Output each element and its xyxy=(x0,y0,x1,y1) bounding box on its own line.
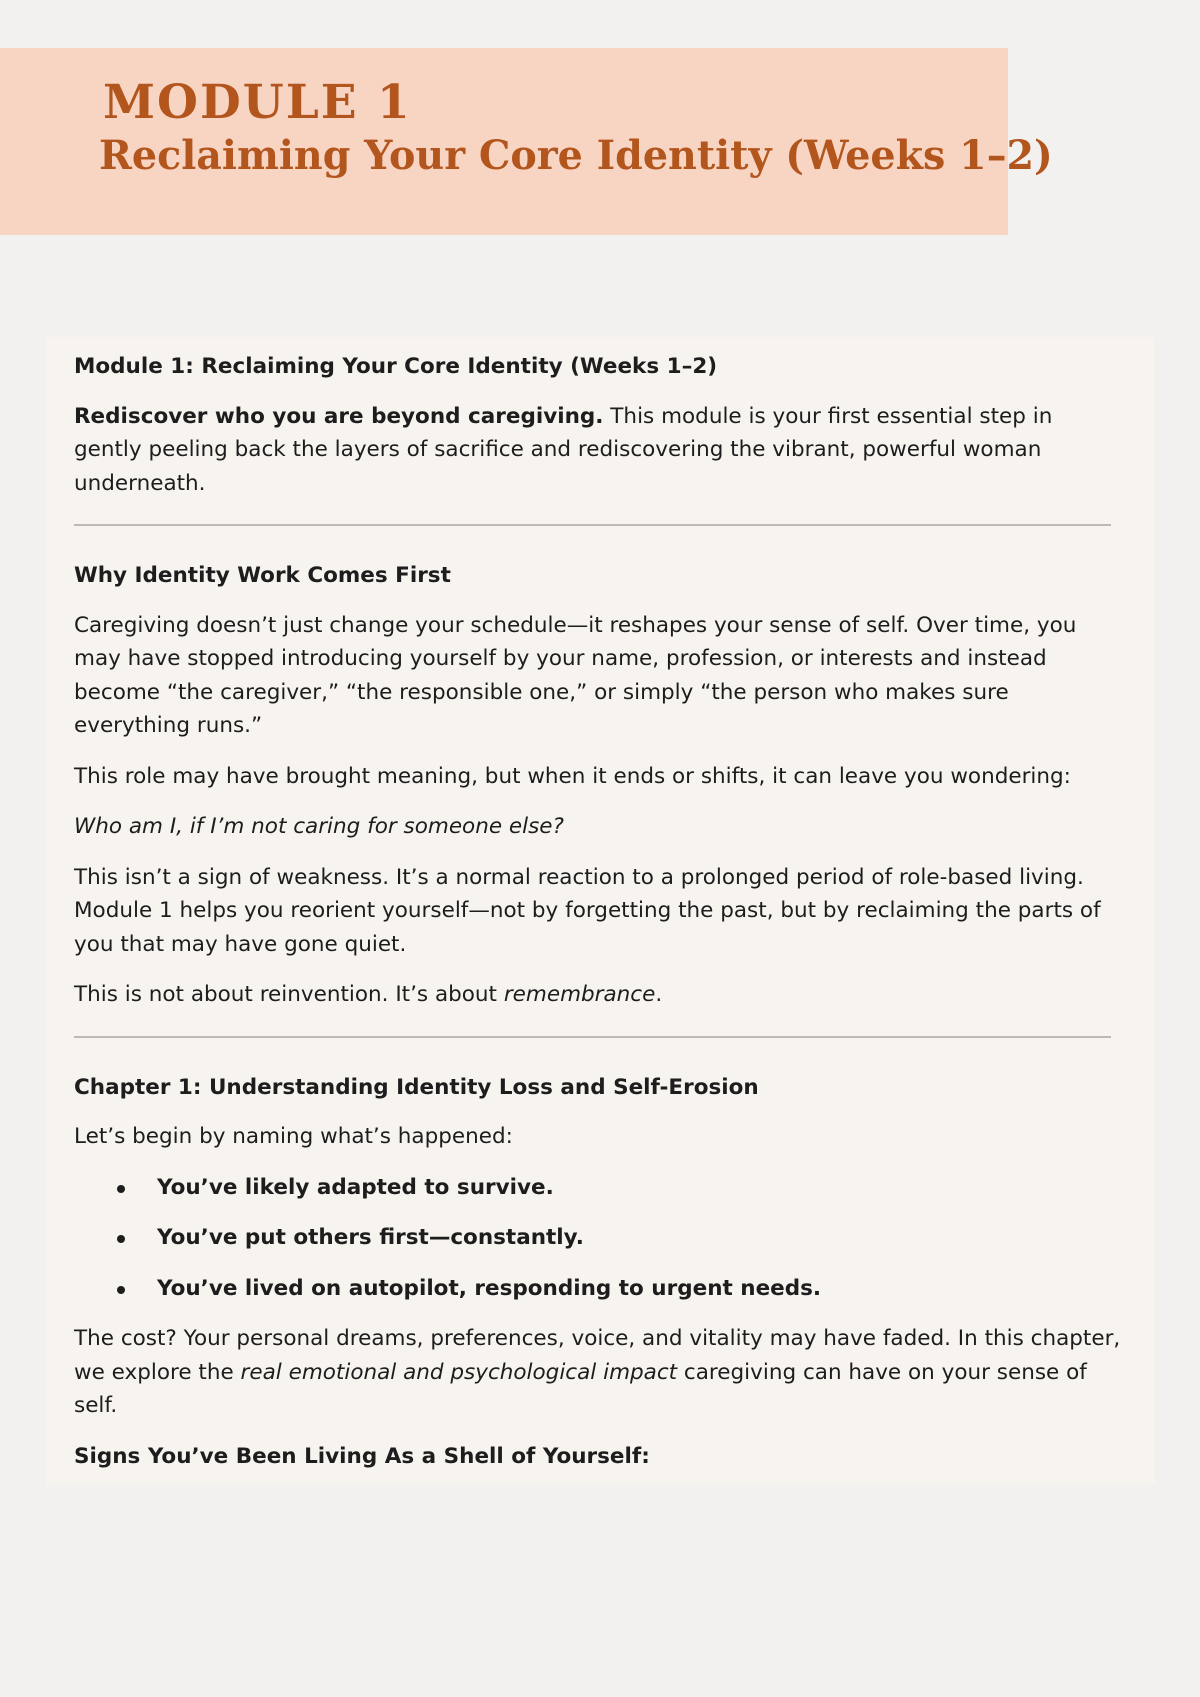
document-body xyxy=(74,350,1124,1489)
chapter-1-cost-paragraph xyxy=(74,1322,1124,1423)
why-heading: Why Identity Work Comes First xyxy=(74,563,451,588)
cost-start: The cost? Your personal dreams, preferences, voice, and vitality may have faded. In this chapter, we explore the xyxy=(74,1326,1121,1385)
list-item xyxy=(74,1272,1124,1306)
why-paragraph-4-emphasis: remembrance xyxy=(503,982,656,1007)
bullet-icon xyxy=(117,1235,125,1243)
why-paragraph-3: This isn’t a sign of weakness. It’s a normal reaction to a prolonged period of role-based living. Module 1 helps you reorient yourself—not by forgetting the past, but by reclaiming the parts of you that may have gone quiet. xyxy=(74,864,1101,957)
why-paragraph-4-end: . xyxy=(655,982,663,1007)
module-label: MODULE 1 xyxy=(103,75,412,130)
bullet-icon xyxy=(117,1286,125,1294)
intro-paragraph xyxy=(74,400,1124,501)
list-item xyxy=(74,1221,1124,1255)
section-divider xyxy=(74,1036,1111,1038)
list-item-text: You’ve likely adapted to survive. xyxy=(157,1174,554,1200)
why-question-text: Who am I, if I’m not caring for someone else? xyxy=(74,814,564,839)
why-paragraph-4-start: This is not about reinvention. It’s about xyxy=(74,982,504,1007)
cost-end: caregiving can have on your sense of self. xyxy=(74,1359,1087,1418)
why-paragraph-2: This role may have brought meaning, but when it ends or shifts, it can leave you wondering: xyxy=(74,763,1071,789)
intro-lead-bold: Rediscover who you are beyond caregiving. xyxy=(74,403,604,429)
intro-lead-rest: This module is your first essential step in gently peeling back the layers of sacrifice and rediscovering the vibrant, powerful woman underneath. xyxy=(74,403,1053,496)
signs-heading: Signs You’ve Been Living As a Shell of Yourself: xyxy=(74,1443,650,1469)
list-item-text: You’ve lived on autopilot, responding to urgent needs. xyxy=(157,1275,822,1301)
why-paragraph-4 xyxy=(74,978,1124,1012)
list-item-text: You’ve put others first—constantly. xyxy=(157,1225,584,1250)
cost-emphasis: real emotional and psychological impact xyxy=(240,1359,678,1385)
chapter-1-heading: Chapter 1: Understanding Identity Loss and Self-Erosion xyxy=(74,1074,759,1100)
why-paragraph-1: Caregiving doesn’t just change your schedule—it reshapes your sense of self. Over time, you may have stopped introducing yourself by your name, profession, or interests and instead become “the caregiver,” “the responsible one,” or simply “the person who makes sure everything runs.” xyxy=(74,612,1077,738)
intro-heading: Module 1: Reclaiming Your Core Identity (Weeks 1–2) xyxy=(74,354,718,379)
chapter-1-bullet-list xyxy=(74,1171,1124,1306)
module-title: Reclaiming Your Core Identity (Weeks 1–2) xyxy=(99,132,1053,179)
bullet-icon xyxy=(117,1185,125,1193)
list-item xyxy=(74,1171,1124,1205)
why-question xyxy=(74,810,1124,844)
chapter-1-intro: Let’s begin by naming what’s happened: xyxy=(74,1124,513,1149)
section-divider xyxy=(74,524,1111,526)
